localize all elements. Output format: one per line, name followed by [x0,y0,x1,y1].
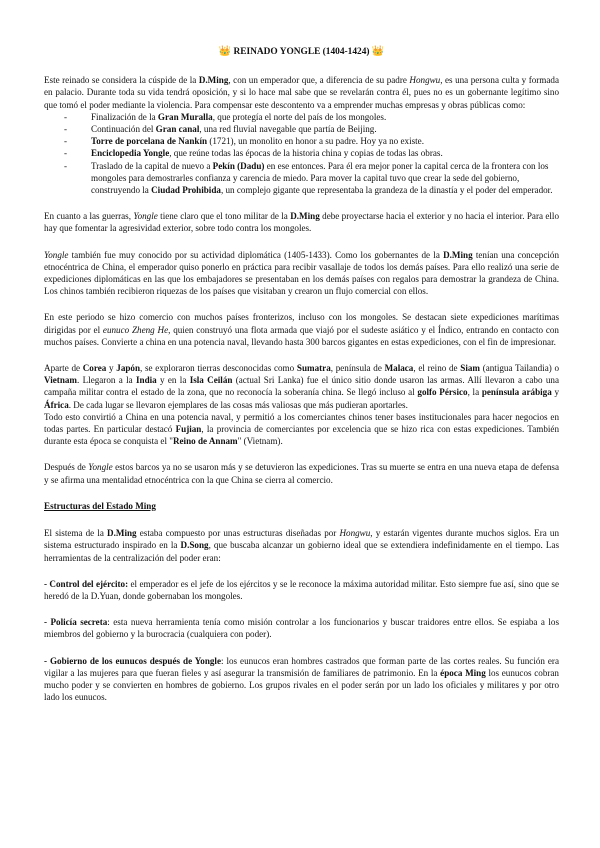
diplomacy-paragraph: Yongle también fue muy conocido por su actividad diplomática (1405-1433). Como los gobernantes de la D.Ming tenían una concepción etnocéntrica de China, el emperador quiso ponerlo en práctica para recibir vasallaje de todos los demás países. Para ello realizó una serie de expediciones diplomáticas en las que los embajadores se presentaban en los demás países con regalos para demostrar la grandeza de China. Los chinos también recibieron riquezas de los países que visitaban y crearon un flujo comercial con ellos. [44,249,559,297]
list-item: - Finalización de la Gran Muralla, que protegía el norte del país de los mongoles. [64,111,387,122]
army-paragraph: - Control del ejército: el emperador es el jefe de los ejércitos y se le reconoce la máxima autoridad militar. Esto siempre fue así, sino que se heredó de la D.Yuan, donde gobernaban los mongoles. [44,578,559,601]
structures-paragraph: El sistema de la D.Ming estaba compuesto por unas estructuras diseñadas por Hongwu, y estarán vigentes durante muchos siglos. Era un sistema estructurado inspirado en la D.Song, que buscaba alcanzar un gobierno ideal que se extendiera indefinidamente en el tiempo. Las herramientas de la centralización del poder eran: [44,528,559,563]
section-heading: Estructuras del Estado Ming [44,500,156,511]
intro-paragraph: Este reinado se considera la cúspide de la D.Ming, con un emperador que, a diferencia de su padre Hongwu, es una persona culta y formada en palacio. Durante toda su vida tendrá oposición, y si lo hace mal sabe que se revelarán contra él, pues no es un gobernante legítimo sino que tomó el poder mediante la violencia. Para compensar este descontento va a emprender muchas empresas y obras públicas como: [44,75,559,110]
document-page [44,40,559,717]
exploration-paragraph: Aparte de Corea y Japón, se exploraron tierras desconocidas como Sumatra, península de Malaca, el reino de Siam (antigua Tailandia) o Vietnam. Llegaron a la India y en la Isla Ceilán (actual Sri Lanka) fue el único sitio donde usaron las armas. Allí llevaron a cabo una campaña militar contra el estado de la zona, que no reconocía la soberanía china. Se llegó incluso al golfo Pérsico, la península arábiga y África. De cada lugar se llevaron ejemplares de las cosas más valiosas que más pudieran aportarles. Todo esto convirtió a China en una potencia naval, y permitió a los comerciantes chinos tener bases institucionales para hacer negocios en todas partes. En particular destacó Fujian, la provincia de comerciantes por excelencia que se hizo rica con estas expediciones. También durante esta época se conquista el "Reino de Annam" (Vietnam). [44,363,560,447]
police-paragraph: - Policía secreta: esta nueva herramienta tenía como misión controlar a los funcionarios y buscar traidores entre ellos. Se espiaba a los miembros del gobierno y la burocracia (cualquiera con poder). [44,617,559,640]
public-works-list [44,111,559,196]
list-item: - Enciclopedia Yongle, que reúne todas las épocas de la historia china y copias de todas las obras. [64,148,443,159]
list-item: - Traslado de la capital de nuevo a Pekín (Dadu) en ese entonces. Para él era mejor poner la capital cerca de la frontera con los mongoles para demostrarles confianza y carencia de miedo. Para mover la capital tuvo que crear la sede del gobierno, construyendo la Ciudad Prohibida, un complejo gigante que representaba la grandeza de la dinastía y el poder del emperador. [64,160,553,196]
eunuchs-paragraph: - Gobierno de los eunucos después de Yongle: los eunucos eran hombres castrados que forman parte de las cortes reales. Su función era vigilar a las mujeres para que fueran fieles y así asegurar la transmisión de familiares de patrimonio. En la época Ming los eunucos cobran mucho poder y se convierten en hombres de gobierno. Los grupos rivales en el poder serán por un lado los oficiales y militares y por otro lado los eunucos. [44,655,559,703]
title-text: REINADO YONGLE (1404-1424) [233,47,370,57]
list-item: - Torre de porcelana de Nankín (1721), un monolito en honor a su padre. Hoy ya no existe. [64,136,424,147]
commerce-paragraph: En este periodo se hizo comercio con muchos países fronterizos, incluso con los mongoles. Se destacan siete expediciones marítimas dirigidas por el eunuco Zheng He, quien construyó una flota armada que viajó por el sudeste asiático y el Índico, entrando en contacto con muchos países. Convierte a china en una potencia naval, llevando hasta 300 barcos gigantes en estas expediciones, con el fin de impresionar. [44,312,559,347]
list-item: - Continuación del Gran canal, una red fluvial navegable que partía de Beijing. [64,124,377,135]
after-death-paragraph: Después de Yongle estos barcos ya no se usaron más y se detuvieron las expediciones. Tras su muerte se entra en una nueva etapa de defensa y se afirma una mentalidad etnocéntrica con la que China se cierra al comercio. [44,462,559,485]
document-title [44,46,559,58]
wars-paragraph: En cuanto a las guerras, Yongle tiene claro que el tono militar de la D.Ming debe proyectarse hacia el exterior y no hacia el interior. Para ello hay que fomentar la agresividad exterior, sobre todo contra los mongoles. [44,211,560,234]
crown-icon: 👑 [371,46,385,57]
crown-icon: 👑 [218,46,232,57]
